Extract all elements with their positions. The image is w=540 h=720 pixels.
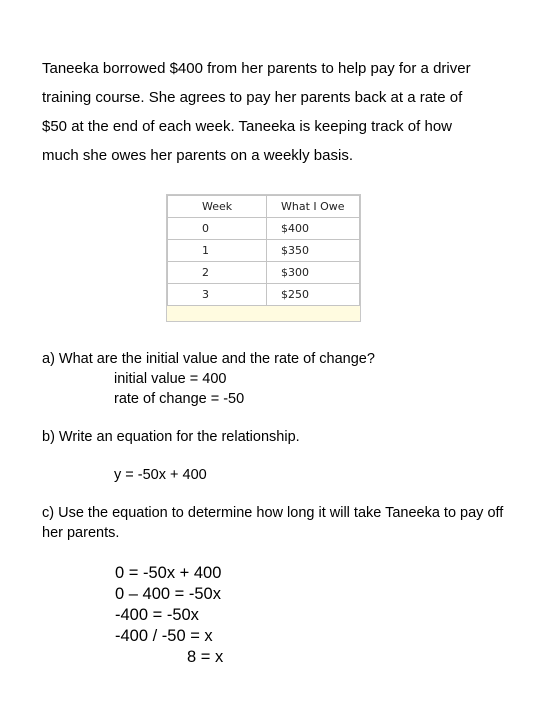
solution-step: 0 = -50x + 400 — [115, 564, 222, 582]
cell-owe: $350 — [267, 240, 360, 262]
owe-table — [167, 195, 360, 306]
problem-line-4: much she owes her parents on a weekly basis. — [42, 147, 353, 164]
question-c: c) Use the equation to determine how long it will take Taneeka to pay off her parents. — [42, 505, 504, 541]
question-b: b) Write an equation for the relationship. — [42, 429, 300, 445]
cell-owe: $250 — [267, 284, 360, 306]
cell-week: 2 — [168, 262, 267, 284]
header-what-i-owe: What I Owe — [267, 196, 360, 218]
table-row — [168, 284, 360, 306]
solution-step: -400 / -50 = x — [115, 627, 213, 645]
header-week: Week — [168, 196, 267, 218]
solution-steps — [115, 563, 223, 668]
cell-owe: $400 — [267, 218, 360, 240]
table-header-row — [168, 196, 360, 218]
question-a: a) What are the initial value and the rate of change? — [42, 351, 375, 367]
answer-rate-of-change: rate of change = -50 — [114, 391, 245, 407]
problem-statement — [42, 54, 512, 170]
cell-owe: $300 — [267, 262, 360, 284]
problem-line-3: $50 at the end of each week. Taneeka is keeping track of how — [42, 118, 452, 135]
cell-week: 3 — [168, 284, 267, 306]
problem-line-1: Taneeka borrowed $400 from her parents to help pay for a driver — [42, 60, 471, 77]
table-row — [168, 218, 360, 240]
cell-week: 1 — [168, 240, 267, 262]
solution-step: 0 – 400 = -50x — [115, 585, 221, 603]
solution-step: -400 = -50x — [115, 606, 199, 624]
table-row — [168, 240, 360, 262]
solution-step-result: 8 = x — [187, 648, 224, 666]
cell-week: 0 — [168, 218, 267, 240]
owe-table-container — [166, 194, 361, 322]
table-row — [168, 262, 360, 284]
problem-line-2: training course. She agrees to pay her parents back at a rate of — [42, 89, 463, 106]
answer-initial-value: initial value = 400 — [114, 371, 227, 387]
answer-equation: y = -50x + 400 — [114, 467, 207, 483]
